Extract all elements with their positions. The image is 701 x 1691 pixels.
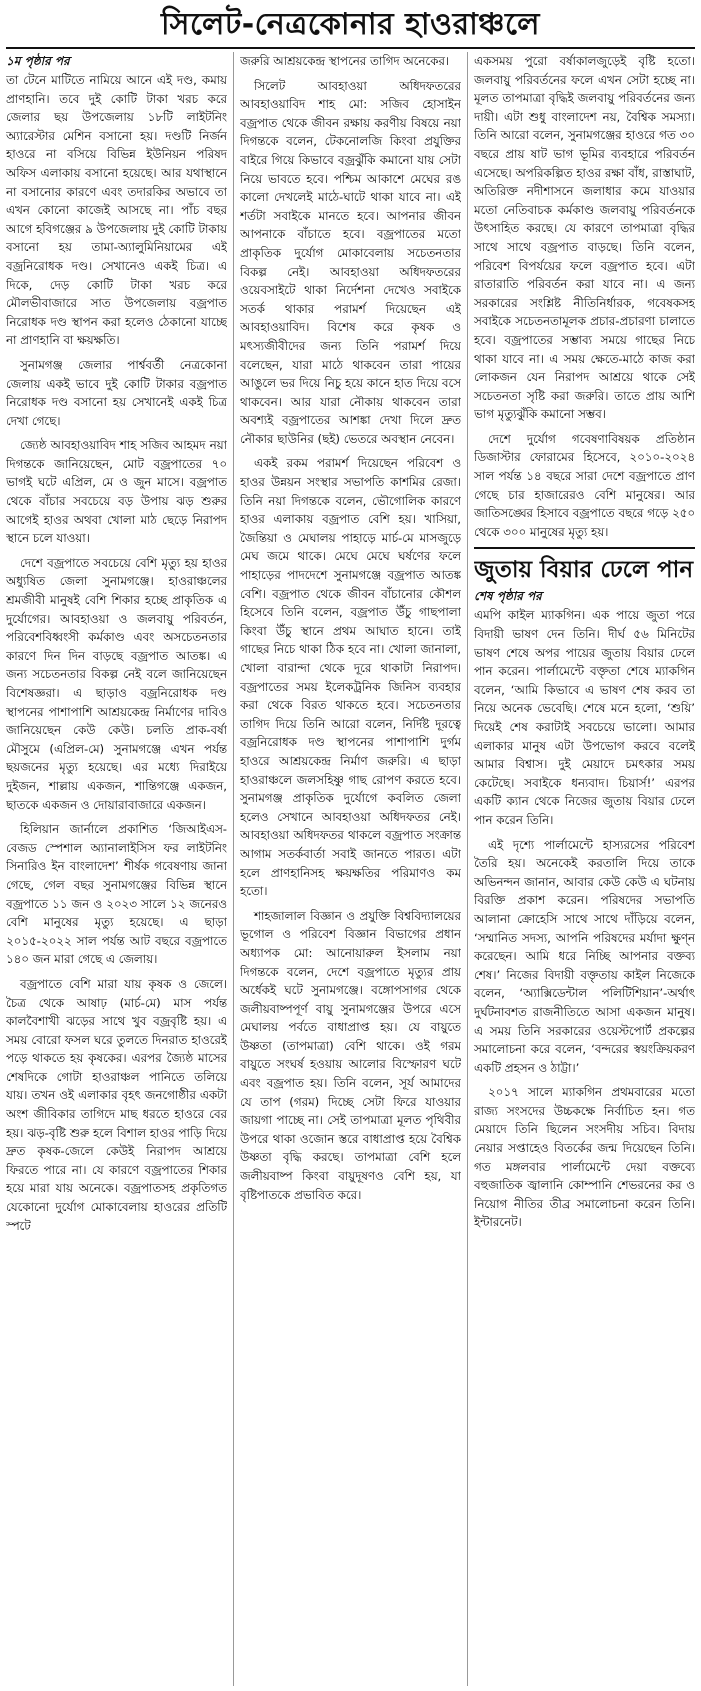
column-3 [474,52,695,1686]
paragraph: বজ্রপাতে বেশি মারা যায় কৃষক ও জেলে। চৈত্র থেকে আষাঢ় (মার্চ-মে) মাস পর্যন্ত কালবৈশাখী ঝড়ের সাথে খুব বজ্রবৃষ্টি হয়। এ সময় বোরো ফসল ঘরে তুলতে দিনরাত হাওরেই পড়ে থাকতে হয় কৃষকের। এরপর জ্যৈষ্ঠ মাসের শেষদিকে গোটা হাওরাঞ্চল পানিতে তলিয়ে যায়। তখন ওই এলাকার বৃহৎ জনগোষ্ঠীর একটা অংশ জীবিকার তাগিদে মাছ ধরতে হাওরে বের হয়। ঝড়-বৃষ্টি শুরু হলে বিশাল হাওর পাড়ি দিয়ে দ্রুত কৃষক-জেলে কেউই নিরাপদ আশ্রয়ে ফিরতে পারে না। যে কারণে বজ্রপাতের শিকার হয়ে মারা যায় অনেকে। বজ্রপাতসহ প্রকৃতিগত যেকোনো দুর্যোগ মোকাবেলায় হাওরের প্রতিটি স্পটে [6,976,227,1233]
paragraph: জরুরি আশ্রয়কেন্দ্র স্থাপনের তাগিদ অনেকের। [240,54,450,68]
column-divider [467,52,468,1686]
paragraph: তা টেনে মাটিতে নামিয়ে আনে এই দণ্ড, কমায় প্রাণহানি। তবে দুই কোটি টাকা খরচ করে জেলার ছয় উপজেলায় ১৮টি লাইটনিং অ্যারেস্টার মেশিন বসানো হয়। দণ্ডটি নির্জন হাওরে না বসিয়ে বিভিন্ন ইউনিয়ন পরিষদ অফিস এলাকায় বসানো হয়েছে। আর যথাস্থানে না বসানোর কারণে এবং তদারকির অভাবে তা এখন কোনো কাজেই আসছে না। পাঁচ বছর আগে হবিগঞ্জের ৯ উপজেলায় দুই কোটি টাকায় বসানো হয় তামা-অ্যালুমিনিয়ামের এই বজ্রনিরোধক দণ্ড। সেখানেও একই চিত্র। এ দিকে, দেড় কোটি টাকা খরচ করে মৌলভীবাজারে সাত উপজেলায় বজ্রপাত নিরোধক দণ্ড স্থাপন করা হলেও ঠেকানো যাচ্ছে না প্রাণহানি বা ক্ষয়ক্ষতি। [6,73,227,348]
paragraph: দেশে বজ্রপাতে সবচেয়ে বেশি মৃত্যু হয় হাওর অধ্যুষিত জেলা সুনামগঞ্জে। হাওরাঞ্চলের শ্রমজীবী মানুষই বেশি শিকার হচ্ছে প্রাকৃতিক এ দুর্যোগের। আবহাওয়া ও জলবায়ু পরিবর্তন, পরিবেশবিধ্বংসী কর্মকাণ্ড এবং অসচেতনতার কারণে দিন দিন বাড়ছে বজ্রপাত আতঙ্ক। এ জন্য সচেতনতার বিকল্প নেই বলে জানিয়েছেন বিশেষজ্ঞরা। এ ছাড়াও বজ্রনিরোধক দণ্ড স্থাপনের পাশাপাশি আশ্রয়কেন্দ্র নির্মাণের দাবিও জানিয়েছেন কেউ কেউ। চলতি প্রাক-বর্ষা মৌসুমে (এপ্রিল-মে) সুনামগঞ্জে এখন পর্যন্ত ছয়জনের মৃত্যু হয়েছে। এর মধ্যে দিরাইয়ে দুইজন, শাল্লায় একজন, শান্তিগঞ্জে একজন, ছাতকে একজন ও দোয়ারাবাজারে একজন। [6,555,227,812]
paragraph: দেশে দুর্যোগ গবেষণাবিষয়ক প্রতিষ্ঠান ডিজাস্টার ফোরামের হিসেবে, ২০১০-২০২৪ সাল পর্যন্ত ১৪ বছরে সারা দেশে বজ্রপাতে প্রাণ গেছে চার হাজারেরও বেশি মানুষের। আর জাতিসঙ্ঘের হিসাবে বজ্রপাতে বছরে গড়ে ২৫০ থেকে ৩০০ মানুষের মৃত্যু হয়। [474,431,695,539]
paragraph: হিলিয়ান জার্নালে প্রকাশিত ‘জিআইএস-বেজড স্পেশাল অ্যানালাইসিস ফর লাইটনিং সিনারিও ইন বাংলাদেশ’ শীর্ষক গবেষণায় জানা গেছে, গেল বছর সুনামগঞ্জের বিভিন্ন স্থানে বজ্রপাতে ১১ জন ও ২০২৩ সালে ১২ জনেরও বেশি মানুষের মৃত্যু হয়েছে। এ ছাড়া ২০১৫-২০২২ সাল পর্যন্ত আট বছরে বজ্রপাতে ১৪০ জন মারা গেছে এ জেলায়। [6,822,227,967]
paragraph: ২০১৭ সালে ম্যাকগিন প্রথমবারের মতো রাজ্য সংসদের উচ্চকক্ষে নির্বাচিত হন। গত মেয়াদে তিনি ছিলেন সংসদীয় সচিব। বিদায় নেয়ার সপ্তাহেও বিতর্কের জন্ম দিয়েছেন তিনি। গত মঙ্গলবার পার্লামেন্টে দেয়া বক্তব্যে বহুজাতিক জ্বালানি কোম্পানি শেভরনের কর ও নিয়োগ নীতির তীব্র সমালোচনা করেন তিনি। ইন্টারনেট। [474,1085,695,1230]
paragraph: জ্যেষ্ঠ আবহাওয়াবিদ শাহ সজিব আহমদ নয়া দিগন্তকে জানিয়েছেন, মোট বজ্রপাতের ৭০ ভাগই ঘটে এপ্রিল, মে ও জুন মাসে। বজ্রপাত থেকে বাঁচার সবচেয়ে বড় উপায় ঝড় শুরুর আগেই হাওর অথবা খোলা মাঠ ছেড়ে নিরাপদ স্থানে চলে যাওয়া। [6,438,227,546]
continuation-kicker: ১ম পৃষ্ঠার পর [6,54,70,68]
paragraph: শাহজালাল বিজ্ঞান ও প্রযুক্তি বিশ্ববিদ্যালয়ের ভূগোল ও পরিবেশ বিজ্ঞান বিভাগের প্রধান অধ্যাপক মো: আনোয়ারুল ইসলাম নয়া দিগন্তকে বলেন, দেশে বজ্রপাতে মৃত্যুর প্রায় অর্ধেকই ঘটে সুনামগঞ্জে। বঙ্গোপসাগর থেকে জলীয়বাষ্পপূর্ণ বায়ু সুনামগঞ্জের উপরে এসে মেঘালয় পর্বতে বাধাপ্রাপ্ত হয়। যে বায়ুতে উষ্ণতা (তাপমাত্রা) বেশি থাকে। ওই গরম বায়ুতে সংঘর্ষ হওয়ায় আলোর বিস্ফোরণ ঘটে এবং বজ্রপাত হয়। তিনি বলেন, সূর্য আমাদের যে তাপ (গরম) দিচ্ছে সেটা ফিরে যাওয়ার জায়গা পাচ্ছে না। সেই তাপমাত্রা মূলত পৃথিবীর উপরে থাকা ওজোন স্তরে বাধাপ্রাপ্ত হয়ে বৈশ্বিক উষ্ণতা বৃদ্ধি করছে। তাপমাত্রা বেশি হলে জলীয়বাষ্প কিংবা বায়ুদূষণও বেশি হয়, যা বৃষ্টিপাতকে প্রভাবিত করে। [240,908,461,1202]
column-2 [240,52,461,1686]
paragraph: একই রকম পরামর্শ দিয়েছেন পরিবেশ ও হাওর উন্নয়ন সংস্থার সভাপতি কাশমির রেজা। তিনি নয়া দিগন্তকে বলেন, ভৌগোলিক কারণে হাওর এলাকায় বজ্রপাত বেশি হয়। খাসিয়া, জৈন্তিয়া ও মেঘালয় পাহাড়ে মার্চ-মে মাসজুড়ে মেঘ জমে থাকে। মেঘে মেঘে ঘর্ষণের ফলে পাহাড়ের পাদদেশে সুনামগঞ্জে বজ্রপাত আতঙ্ক বেশি। বজ্রপাত থেকে জীবন বাঁচানোর কৌশল হিসেবে তিনি বলেন, বজ্রপাত উঁচু গাছপালা কিংবা উঁচু স্থানে প্রথম আঘাত হানে। তাই গাছের নিচে থাকা ঠিক হবে না। খোলা জানালা, খোলা বারান্দা থেকে দূরে থাকাটা নিরাপদ। বজ্রপাতের সময় ইলেকট্রনিক জিনিস ব্যবহার করা থেকে বিরত থাকতে হবে। সচেতনতার তাগিদ দিয়ে তিনি আরো বলেন, নির্দিষ্ট দূরত্বে বজ্রনিরোধক দণ্ড স্থাপনের পাশাপাশি দুর্গম হাওরে আশ্রয়কেন্দ্র নির্মাণ জরুরি। এ ছাড়া হাওরাঞ্চলে জলসহিষ্ণু গাছ রোপণ করতে হবে। সুনামগঞ্জ প্রাকৃতিক দুর্যোগে কবলিত জেলা হলেও সেখানে আবহাওয়া অধিদফতর নেই। আবহাওয়া অধিদফতর থাকলে বজ্রপাত সংক্রান্ত আগাম সতর্কবার্তা সবাই জানতে পারত। এটা হলে প্রাণহানিসহ ক্ষয়ক্ষতির পরিমাণও কম হতো। [240,456,461,899]
headline: সিলেট-নেত্রকোনার হাওরাঞ্চলে [161,7,540,42]
paragraph: এই দৃশ্যে পার্লামেন্টে হাস্যরসের পরিবেশ তৈরি হয়। অনেকেই করতালি দিয়ে তাকে অভিনন্দন জানান, আবার কেউ কেউ এ ঘটনায় বিরক্তি প্রকাশ করেন। পরিষদের সভাপতি আলানা ক্রোহেসি সাথে সাথে দাঁড়িয়ে বলেন, ‘সম্মানিত সদস্য, আপনি পরিষদের মর্যাদা ক্ষুণ্ন করেছেন। আমি ধরে নিচ্ছি আপনার বক্তব্য শেষ।’ নিজের বিদায়ী বক্তৃতায় কাইল নিজেকে বলেন, ‘অ্যাক্সিডেন্টাল পলিটিশিয়ান’-অর্থাৎ দুর্ঘটনাবশত রাজনীতিতে আসা একজন মানুষ। এ সময় তিনি সরকারের ওয়েস্টপোর্ট প্রকল্পের সমালোচনা করে বলেন, ‘বন্দরের স্বয়ংক্রিয়করণ একটি প্রহসন ও ঠাট্টা।’ [474,837,695,1075]
paragraph: সুনামগঞ্জ জেলার পার্শ্ববর্তী নেত্রকোনা জেলায় একই ভাবে দুই কোটি টাকার বজ্রপাত নিরোধক দণ্ড বসানো হয় সেখানেই একই চিত্র দেখা গেছে। [6,357,227,428]
continuation-kicker: শেষ পৃষ্ঠার পর [474,589,542,604]
column-1 [6,52,227,1686]
column-divider [233,52,234,1686]
sub-headline: জুতায় বিয়ার ঢেলে পান [474,547,695,587]
paragraph: এমপি কাইল ম্যাকগিন। এক পায়ে জুতা পরে বিদায়ী ভাষণ দেন তিনি। দীর্ঘ ৫৬ মিনিটের ভাষণ শেষে অপর পায়ের জুতায় বিয়ার ঢেলে পান করেন। পার্লামেন্টে বক্তৃতা শেষে ম্যাকগিন বলেন, ‘আমি কিভাবে এ ভাষণ শেষ করব তা নিয়ে অনেক ভেবেছি। শেষে মনে হলো, ‘শুয়ি’ দিয়েই শেষ করাটাই সবচেয়ে ভালো। আমার এলাকার মানুষ এটা উপভোগ করবে বলেই আমার বিশ্বাস। দুই মেয়াদে চমৎকার সময় কেটেছে। সবাইকে ধন্যবাদ। চিয়ার্স!’ এরপর একটি ক্যান থেকে নিজের জুতায় বিয়ার ঢেলে পান করেন তিনি। [474,608,695,827]
paragraph: সিলেট আবহাওয়া অধিদফতরের আবহাওয়াবিদ শাহ মো: সজিব হোসাইন বজ্রপাত থেকে জীবন রক্ষায় করণীয় বিষয়ে নয়া দিগন্তকে বলেন, টেকনোলজি কিংবা প্রযুক্তির বাইরে গিয়ে কিভাবে বজ্রঝুঁকি কমানো যায় সেটা নিয়ে ভাবতে হবে। পশ্চিম আকাশে মেঘের রঙ কালো দেখলেই মাঠে-ঘাটে থাকা যাবে না। এই শর্তটা সবাইকে মানতে হবে। আপনার জীবন আপনাকে বাঁচাতে হবে। বজ্রপাতের মতো প্রাকৃতিক দুর্যোগ মোকাবেলায় সচেতনতার বিকল্প নেই। আবহাওয়া অধিদফতরের ওয়েবসাইটে থাকা নির্দেশনা দেখেও সবাইকে সতর্ক থাকার পরামর্শ দিয়েছেন এই আবহাওয়াবিদ। বিশেষ করে কৃষক ও মৎস্যজীবীদের জন্য তিনি পরামর্শ দিয়ে বলেছেন, যারা মাঠে থাকবেন তারা পায়ের আঙুলে ভর দিয়ে নিচু হয়ে কানে হাত দিয়ে বসে থাকবেন। আর যারা নৌকায় থাকবেন তারা অবশ্যই বজ্রপাতের আশঙ্কা দেখা দিলে দ্রুত নৌকার ছাউনির (ছই) ভেতরে অবস্থান নেবেন। [240,78,461,446]
headline-divider [6,47,695,49]
paragraph: একসময় পুরো বর্ষাকালজুড়েই বৃষ্টি হতো। জলবায়ু পরিবর্তনের ফলে এখন সেটা হচ্ছে না। মূলত তাপমাত্রা বৃদ্ধিই জলবায়ু পরিবর্তনের জন্য দায়ী। এটা শুধু বাংলাদেশ নয়, বৈশ্বিক সমস্যা। তিনি আরো বলেন, সুনামগঞ্জের হাওরে গত ৩০ বছরে প্রায় ষাট ভাগ ভূমির ব্যবহারে পরিবর্তন এসেছে। অপরিকল্পিত হাওর রক্ষা বাঁধ, রাস্তাঘাট, অতিরিক্ত নদীশাসনে জলাধার কমে যাওয়ার মতো নেতিবাচক কর্মকাণ্ড জলবায়ু পরিবর্তনকে উৎসাহিত করছে। যে কারণে তাপমাত্রা বৃদ্ধির সাথে সাথে বজ্রপাত বাড়ছে। তিনি বলেন, পরিবেশ বিপর্যয়ের ফলে বজ্রপাত হবে। এটা রাতারাতি পরিবর্তন করা যাবে না। এ জন্য সরকারের সংশ্লিষ্ট নীতিনির্ধারক, গবেষকসহ সবাইকে সচেতনতামূলক প্রচার-প্রচারণা চালাতে হবে। বজ্রপাতের সম্ভাব্য সময়ে গাছের নিচে থাকা যাবে না। এ সময় ক্ষেতে-মাঠে কাজ করা লোকজন যেন নিরাপদ আশ্রয়ে থাকে সেই সচেতনতা সৃষ্টি করা জরুরি। তাতে প্রায় আশি ভাগ মৃত্যুঝুঁকি কমানো সম্ভব। [474,54,695,422]
